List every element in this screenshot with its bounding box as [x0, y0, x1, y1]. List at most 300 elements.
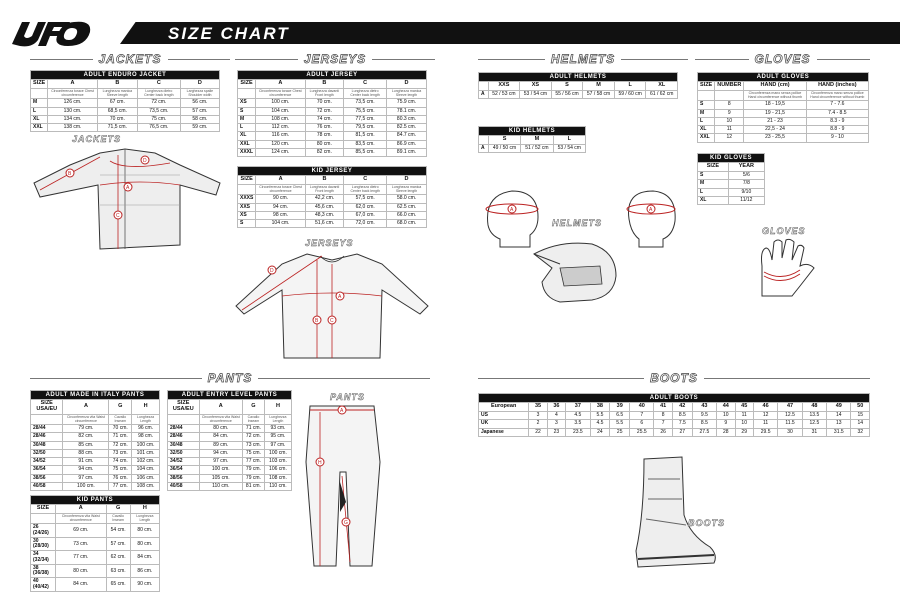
jersey-illustration	[232, 250, 432, 362]
table-cell: 104 cm.	[132, 466, 160, 474]
table-caption-row	[238, 71, 427, 80]
table-cell: 98 cm.	[132, 433, 160, 441]
table-cell: 13.5	[802, 412, 826, 420]
table-cell: 58 cm.	[180, 115, 219, 123]
table-cell: 84 cm.	[130, 551, 159, 565]
table-cell: 48,3 cm.	[305, 211, 344, 219]
table-cell: 80 cm.	[305, 140, 344, 148]
table-cell: B	[97, 80, 137, 89]
table-cell: 54 cm.	[106, 524, 130, 538]
table-cell: C	[344, 80, 387, 89]
table-cell: XXL	[31, 124, 48, 132]
table-cell: 75 cm.	[137, 115, 180, 123]
table-caption: ADULT MADE IN ITALY PANTS	[31, 391, 160, 400]
table-cell: 63 cm.	[106, 564, 130, 578]
table-header-row	[31, 80, 220, 89]
adult-helmets-table	[478, 72, 678, 99]
table-cell: US	[479, 412, 529, 420]
table-cell: Circonferenza torace Chest circumference	[256, 89, 306, 99]
table-subheader-row	[698, 91, 869, 101]
table-cell: NUMBER	[715, 82, 744, 91]
table-cell: Lunghezza Length	[264, 414, 291, 424]
table-caption-row	[479, 73, 678, 82]
kid-pants-table	[30, 495, 160, 592]
table-header-row	[31, 400, 160, 415]
table-cell: 100 cm.	[256, 99, 306, 107]
table-cell: Lunghezza manica Sleeve length	[387, 89, 427, 99]
table-cell: 108 cm.	[256, 115, 306, 123]
table-row	[31, 482, 160, 490]
table-cell: 68,5 cm.	[97, 107, 137, 115]
table-cell: 84 cm.	[56, 578, 106, 592]
table-cell: 35	[529, 403, 547, 412]
table-cell: 7/8	[728, 180, 764, 188]
table-cell: 100 cm.	[132, 441, 160, 449]
table-cell: 108 cm.	[264, 474, 291, 482]
svg-text:D: D	[270, 268, 274, 274]
table-caption-row	[698, 154, 765, 163]
table-cell: 36	[547, 403, 565, 412]
table-cell: 77 cm.	[56, 551, 106, 565]
table-cell: 7 - 7.6	[806, 101, 868, 109]
table-cell: 78.1 cm.	[387, 107, 427, 115]
table-cell: 8.5	[672, 412, 692, 420]
table-row	[479, 420, 870, 428]
table-cell: HAND (inches)	[806, 82, 868, 91]
table-cell: 134 cm.	[48, 115, 98, 123]
table-cell: Lunghezza Length	[132, 414, 160, 424]
table-cell: 126 cm.	[48, 99, 98, 107]
table-cell: G	[109, 400, 132, 415]
table-cell: 89 cm.	[199, 441, 242, 449]
table-row	[698, 109, 869, 117]
table-cell: Lunghezza Length	[130, 514, 159, 524]
table-cell: Circonferenza torace Chest circumference	[256, 185, 305, 195]
section-helmets: HELMETS	[478, 52, 688, 66]
table-cell: L	[553, 136, 585, 145]
table-cell: 55 / 56 cm	[551, 91, 583, 99]
table-cell: 28	[717, 428, 735, 436]
table-row	[238, 211, 427, 219]
table-cell: XXS	[488, 82, 520, 91]
table-cell: 89.1 cm.	[387, 148, 427, 156]
table-cell: 112 cm.	[256, 124, 306, 132]
table-caption-row	[479, 127, 586, 136]
table-cell: Lunghezza davanti Front length	[305, 185, 344, 195]
table-cell: 27	[672, 428, 692, 436]
table-cell: M	[698, 109, 715, 117]
table-cell: 72,0 cm.	[344, 220, 387, 228]
table-row	[238, 124, 427, 132]
table-cell: XS	[238, 99, 256, 107]
table-cell: 57,5 cm.	[344, 195, 387, 203]
table-row	[31, 425, 160, 433]
table-caption: ADULT ENDURO JACKET	[31, 71, 220, 80]
table-row	[168, 482, 292, 490]
table-cell: XL	[646, 82, 678, 91]
table-caption-row	[31, 496, 160, 505]
table-cell: S	[698, 172, 729, 180]
section-jackets: JACKETS	[30, 52, 230, 66]
table-row	[238, 132, 427, 140]
svg-text:B: B	[68, 171, 72, 177]
table-cell: 138 cm.	[48, 124, 98, 132]
svg-text:A: A	[510, 207, 514, 213]
table-cell: 6.5	[610, 412, 630, 420]
table-cell: C	[344, 176, 387, 185]
section-boots: BOOTS	[478, 371, 870, 385]
table-cell: 82 cm.	[63, 433, 109, 441]
table-cell: 71 cm.	[109, 433, 132, 441]
table-cell: 69 cm.	[56, 524, 106, 538]
table-cell: 12.5	[802, 420, 826, 428]
table-cell: 40	[630, 403, 654, 412]
table-cell: 130 cm.	[48, 107, 98, 115]
table-cell: 7.5	[672, 420, 692, 428]
table-cell: 49 / 50 cm	[488, 145, 520, 153]
table-cell: 71 cm.	[242, 425, 264, 433]
table-cell: 11/12	[728, 196, 764, 204]
table-cell: XXL	[238, 140, 256, 148]
table-cell: 67,0 cm.	[344, 211, 387, 219]
table-cell: A	[56, 505, 106, 514]
table-cell: SIZE USA/EU	[31, 400, 63, 415]
table-cell: Lunghezza dietro Center back length	[344, 89, 387, 99]
table-cell: 74 cm.	[109, 458, 132, 466]
table-cell: 24	[590, 428, 610, 436]
table-cell: 32/50	[31, 449, 63, 457]
table-row	[698, 196, 765, 204]
table-cell: 79,5 cm.	[344, 124, 387, 132]
table-cell: SIZE	[31, 80, 48, 89]
table-cell: 97 cm.	[264, 441, 291, 449]
table-cell: 82.5 cm.	[387, 124, 427, 132]
table-cell: S	[698, 101, 715, 109]
table-cell: A	[479, 91, 489, 99]
table-cell	[479, 82, 489, 91]
table-row	[238, 140, 427, 148]
table-cell: XXXS	[238, 195, 256, 203]
table-cell: 81 cm.	[242, 482, 264, 490]
table-cell: 3	[547, 420, 565, 428]
table-cell: 49	[827, 403, 851, 412]
svg-text:A: A	[126, 185, 130, 191]
table-cell: 11	[735, 412, 753, 420]
table-cell: 14	[827, 412, 851, 420]
table-caption: ADULT HELMETS	[479, 73, 678, 82]
table-cell: 4.5	[590, 420, 610, 428]
table-cell: 39	[610, 403, 630, 412]
table-cell: 106 cm.	[264, 466, 291, 474]
table-cell: 10	[717, 412, 735, 420]
svg-text:B: B	[315, 318, 319, 324]
page-title: SIZE CHART	[168, 24, 290, 43]
table-cell: Circonferenza vita Waist circumference	[56, 514, 106, 524]
table-cell: 72 cm.	[109, 441, 132, 449]
table-cell: 86.9 cm.	[387, 140, 427, 148]
table-cell: European	[479, 403, 529, 412]
table-cell: C	[137, 80, 180, 89]
table-header-row	[479, 136, 586, 145]
table-cell: 34/52	[168, 458, 200, 466]
table-cell: M	[521, 136, 553, 145]
table-cell: 47	[778, 403, 802, 412]
table-row	[698, 126, 869, 134]
table-cell: 74 cm.	[305, 115, 344, 123]
table-cell: 56 cm.	[180, 99, 219, 107]
table-cell: XXS	[238, 203, 256, 211]
table-row	[238, 148, 427, 156]
table-cell: G	[106, 505, 130, 514]
table-cell: D	[180, 80, 219, 89]
table-cell: 61 / 62 cm	[646, 91, 678, 99]
table-row	[479, 145, 586, 153]
table-cell: 48	[802, 403, 826, 412]
table-cell: 9	[715, 109, 744, 117]
section-gloves: GLOVES	[695, 52, 870, 66]
table-cell: 25	[610, 428, 630, 436]
table-caption: KID HELMETS	[479, 127, 586, 136]
table-caption: KID GLOVES	[698, 154, 765, 163]
table-cell: B	[305, 80, 344, 89]
table-cell: 28/46	[31, 433, 63, 441]
table-subheader-row	[238, 89, 427, 99]
table-cell: 73 cm.	[109, 449, 132, 457]
table-cell: 116 cm.	[256, 132, 306, 140]
table-cell: 67 cm.	[97, 99, 137, 107]
table-cell: HAND (cm)	[744, 82, 806, 91]
table-cell: 104 cm.	[256, 220, 305, 228]
table-cell: 75,5 cm.	[344, 107, 387, 115]
table-subheader-row	[31, 414, 160, 424]
table-caption: ADULT GLOVES	[698, 73, 869, 82]
table-cell: 4	[547, 412, 565, 420]
table-cell: 76 cm.	[109, 474, 132, 482]
table-cell: 25.5	[630, 428, 654, 436]
table-cell: 70 cm.	[305, 99, 344, 107]
table-row	[31, 441, 160, 449]
table-cell: 100 cm.	[63, 482, 109, 490]
table-cell: 85,5 cm.	[344, 148, 387, 156]
table-row	[479, 91, 678, 99]
table-cell: 5/6	[728, 172, 764, 180]
table-cell: A	[63, 400, 109, 415]
table-cell: 75 cm.	[109, 466, 132, 474]
table-cell: 110 cm.	[199, 482, 242, 490]
table-cell: 8.5	[692, 420, 716, 428]
table-row	[31, 578, 160, 592]
table-cell: 120 cm.	[256, 140, 306, 148]
table-cell: 53 / 54 cm	[520, 91, 552, 99]
table-cell: 98 cm.	[256, 211, 305, 219]
table-cell: 28/46	[168, 433, 200, 441]
table-row	[168, 441, 292, 449]
table-row	[31, 524, 160, 538]
table-cell	[31, 89, 48, 99]
table-cell	[238, 89, 256, 99]
table-cell: 90 cm.	[256, 195, 305, 203]
table-cell: 103 cm.	[264, 458, 291, 466]
table-cell: 91 cm.	[63, 458, 109, 466]
table-cell: 50	[851, 403, 870, 412]
table-cell: B	[305, 176, 344, 185]
adult-gloves-table	[697, 72, 869, 143]
table-row	[698, 101, 869, 109]
table-cell: H	[264, 400, 291, 415]
gloves-label: GLOVES	[762, 226, 806, 236]
table-cell: Lunghezza dietro Center back length	[344, 185, 387, 195]
table-cell: 23 - 25,5	[744, 134, 806, 142]
table-cell: 27.5	[692, 428, 716, 436]
table-cell: 19 - 21,5	[744, 109, 806, 117]
table-cell: 53 / 54 cm	[553, 145, 585, 153]
table-cell: SIZE	[238, 176, 256, 185]
table-cell: 10	[735, 420, 753, 428]
table-cell: 44	[717, 403, 735, 412]
jacket-illustration	[30, 145, 225, 255]
table-cell	[479, 136, 489, 145]
table-header-row	[31, 505, 160, 514]
table-cell: H	[132, 400, 160, 415]
table-cell: XXL	[698, 134, 715, 142]
table-cell: 85 cm.	[63, 441, 109, 449]
table-cell: 8.8 - 9	[806, 126, 868, 134]
table-cell: 94 cm.	[63, 466, 109, 474]
table-cell: 104 cm.	[256, 107, 306, 115]
table-cell: 102 cm.	[132, 458, 160, 466]
table-cell: 45,6 cm.	[305, 203, 344, 211]
table-header-row	[238, 80, 427, 89]
table-cell: 79 cm.	[242, 474, 264, 482]
adult-enduro-jacket-table	[30, 70, 220, 132]
table-cell: 22	[529, 428, 547, 436]
table-cell: 71,5 cm.	[97, 124, 137, 132]
table-subheader-row	[31, 514, 160, 524]
table-cell: 30/48	[31, 441, 63, 449]
table-cell: SIZE USA/EU	[168, 400, 200, 415]
entry-level-pants-table	[167, 390, 292, 491]
table-cell: 38	[590, 403, 610, 412]
table-caption-row	[238, 167, 427, 176]
table-cell: 5.5	[610, 420, 630, 428]
table-cell: 79 cm.	[63, 425, 109, 433]
table-cell: 70 cm.	[97, 115, 137, 123]
table-cell: 65 cm.	[106, 578, 130, 592]
table-cell: 29.5	[753, 428, 777, 436]
table-cell: 76 cm.	[305, 124, 344, 132]
table-cell: 31.5	[827, 428, 851, 436]
table-row	[168, 458, 292, 466]
made-in-italy-pants-table	[30, 390, 160, 491]
table-cell: 82 cm.	[305, 148, 344, 156]
svg-text:D: D	[143, 158, 147, 164]
boots-label: BOOTS	[688, 518, 726, 528]
table-cell: 5.5	[590, 412, 610, 420]
section-jerseys: JERSEYS	[235, 52, 435, 66]
table-cell: 88 cm.	[63, 449, 109, 457]
table-row	[168, 466, 292, 474]
table-row	[31, 537, 160, 551]
table-cell: 8.3 - 9	[806, 117, 868, 125]
helmet-illustration	[530, 238, 620, 306]
table-cell: 12	[753, 412, 777, 420]
table-cell: 62,0 cm.	[344, 203, 387, 211]
table-cell: 110 cm.	[264, 482, 291, 490]
table-cell: 77 cm.	[109, 482, 132, 490]
table-row	[238, 107, 427, 115]
table-subheader-row	[31, 89, 220, 99]
table-cell: G	[242, 400, 264, 415]
table-cell: 10	[715, 117, 744, 125]
table-cell: 72 cm.	[137, 99, 180, 107]
svg-text:A: A	[338, 294, 342, 300]
kid-jersey-table	[237, 166, 427, 228]
table-cell: 80 cm.	[56, 564, 106, 578]
table-row	[168, 425, 292, 433]
table-header-row	[479, 403, 870, 412]
table-cell: 38/56	[31, 474, 63, 482]
table-cell: 9.5	[692, 412, 716, 420]
table-row	[698, 172, 765, 180]
table-cell	[31, 414, 63, 424]
table-cell: 18 - 19,5	[744, 101, 806, 109]
hand-illustration	[752, 236, 827, 298]
table-cell: 40/58	[31, 482, 63, 490]
table-cell: 4.5	[566, 412, 590, 420]
kid-gloves-table	[697, 153, 765, 205]
table-row	[238, 195, 427, 203]
table-cell: 86 cm.	[130, 564, 159, 578]
table-cell: SIZE	[238, 80, 256, 89]
table-cell: 79 cm.	[242, 466, 264, 474]
table-cell: L	[238, 124, 256, 132]
table-cell: 124 cm.	[256, 148, 306, 156]
table-cell: H	[130, 505, 159, 514]
table-cell: Lunghezza manica Sleeve length	[97, 89, 137, 99]
table-header-row	[698, 82, 869, 91]
table-cell: 26 (24/26)	[31, 524, 56, 538]
table-cell	[168, 414, 200, 424]
table-cell: XL	[698, 126, 715, 134]
adult-boots-table	[478, 393, 870, 437]
table-cell: S	[551, 82, 583, 91]
table-cell: 23	[547, 428, 565, 436]
table-row	[31, 449, 160, 457]
table-cell: XL	[698, 196, 729, 204]
table-caption-row	[31, 71, 220, 80]
table-cell: Larghezza spalle Shoulder width	[180, 89, 219, 99]
table-cell: 57 cm.	[180, 107, 219, 115]
table-cell: D	[387, 176, 427, 185]
table-cell: 8	[654, 412, 672, 420]
table-cell: M	[31, 99, 48, 107]
svg-text:G: G	[344, 520, 348, 526]
svg-text:H: H	[318, 460, 322, 466]
table-cell: 41	[654, 403, 672, 412]
table-cell: 58.0 cm.	[387, 195, 427, 203]
jackets-label: JACKETS	[72, 134, 122, 144]
table-caption: KID PANTS	[31, 496, 160, 505]
table-cell	[31, 514, 56, 524]
table-cell: 80 cm.	[130, 537, 159, 551]
table-cell: XL	[238, 132, 256, 140]
svg-text:C: C	[330, 318, 334, 324]
table-cell: 101 cm.	[132, 449, 160, 457]
table-cell: XXXL	[238, 148, 256, 156]
table-cell: 11	[753, 420, 777, 428]
table-cell: 11.5	[778, 420, 802, 428]
table-cell: 90 cm.	[130, 578, 159, 592]
